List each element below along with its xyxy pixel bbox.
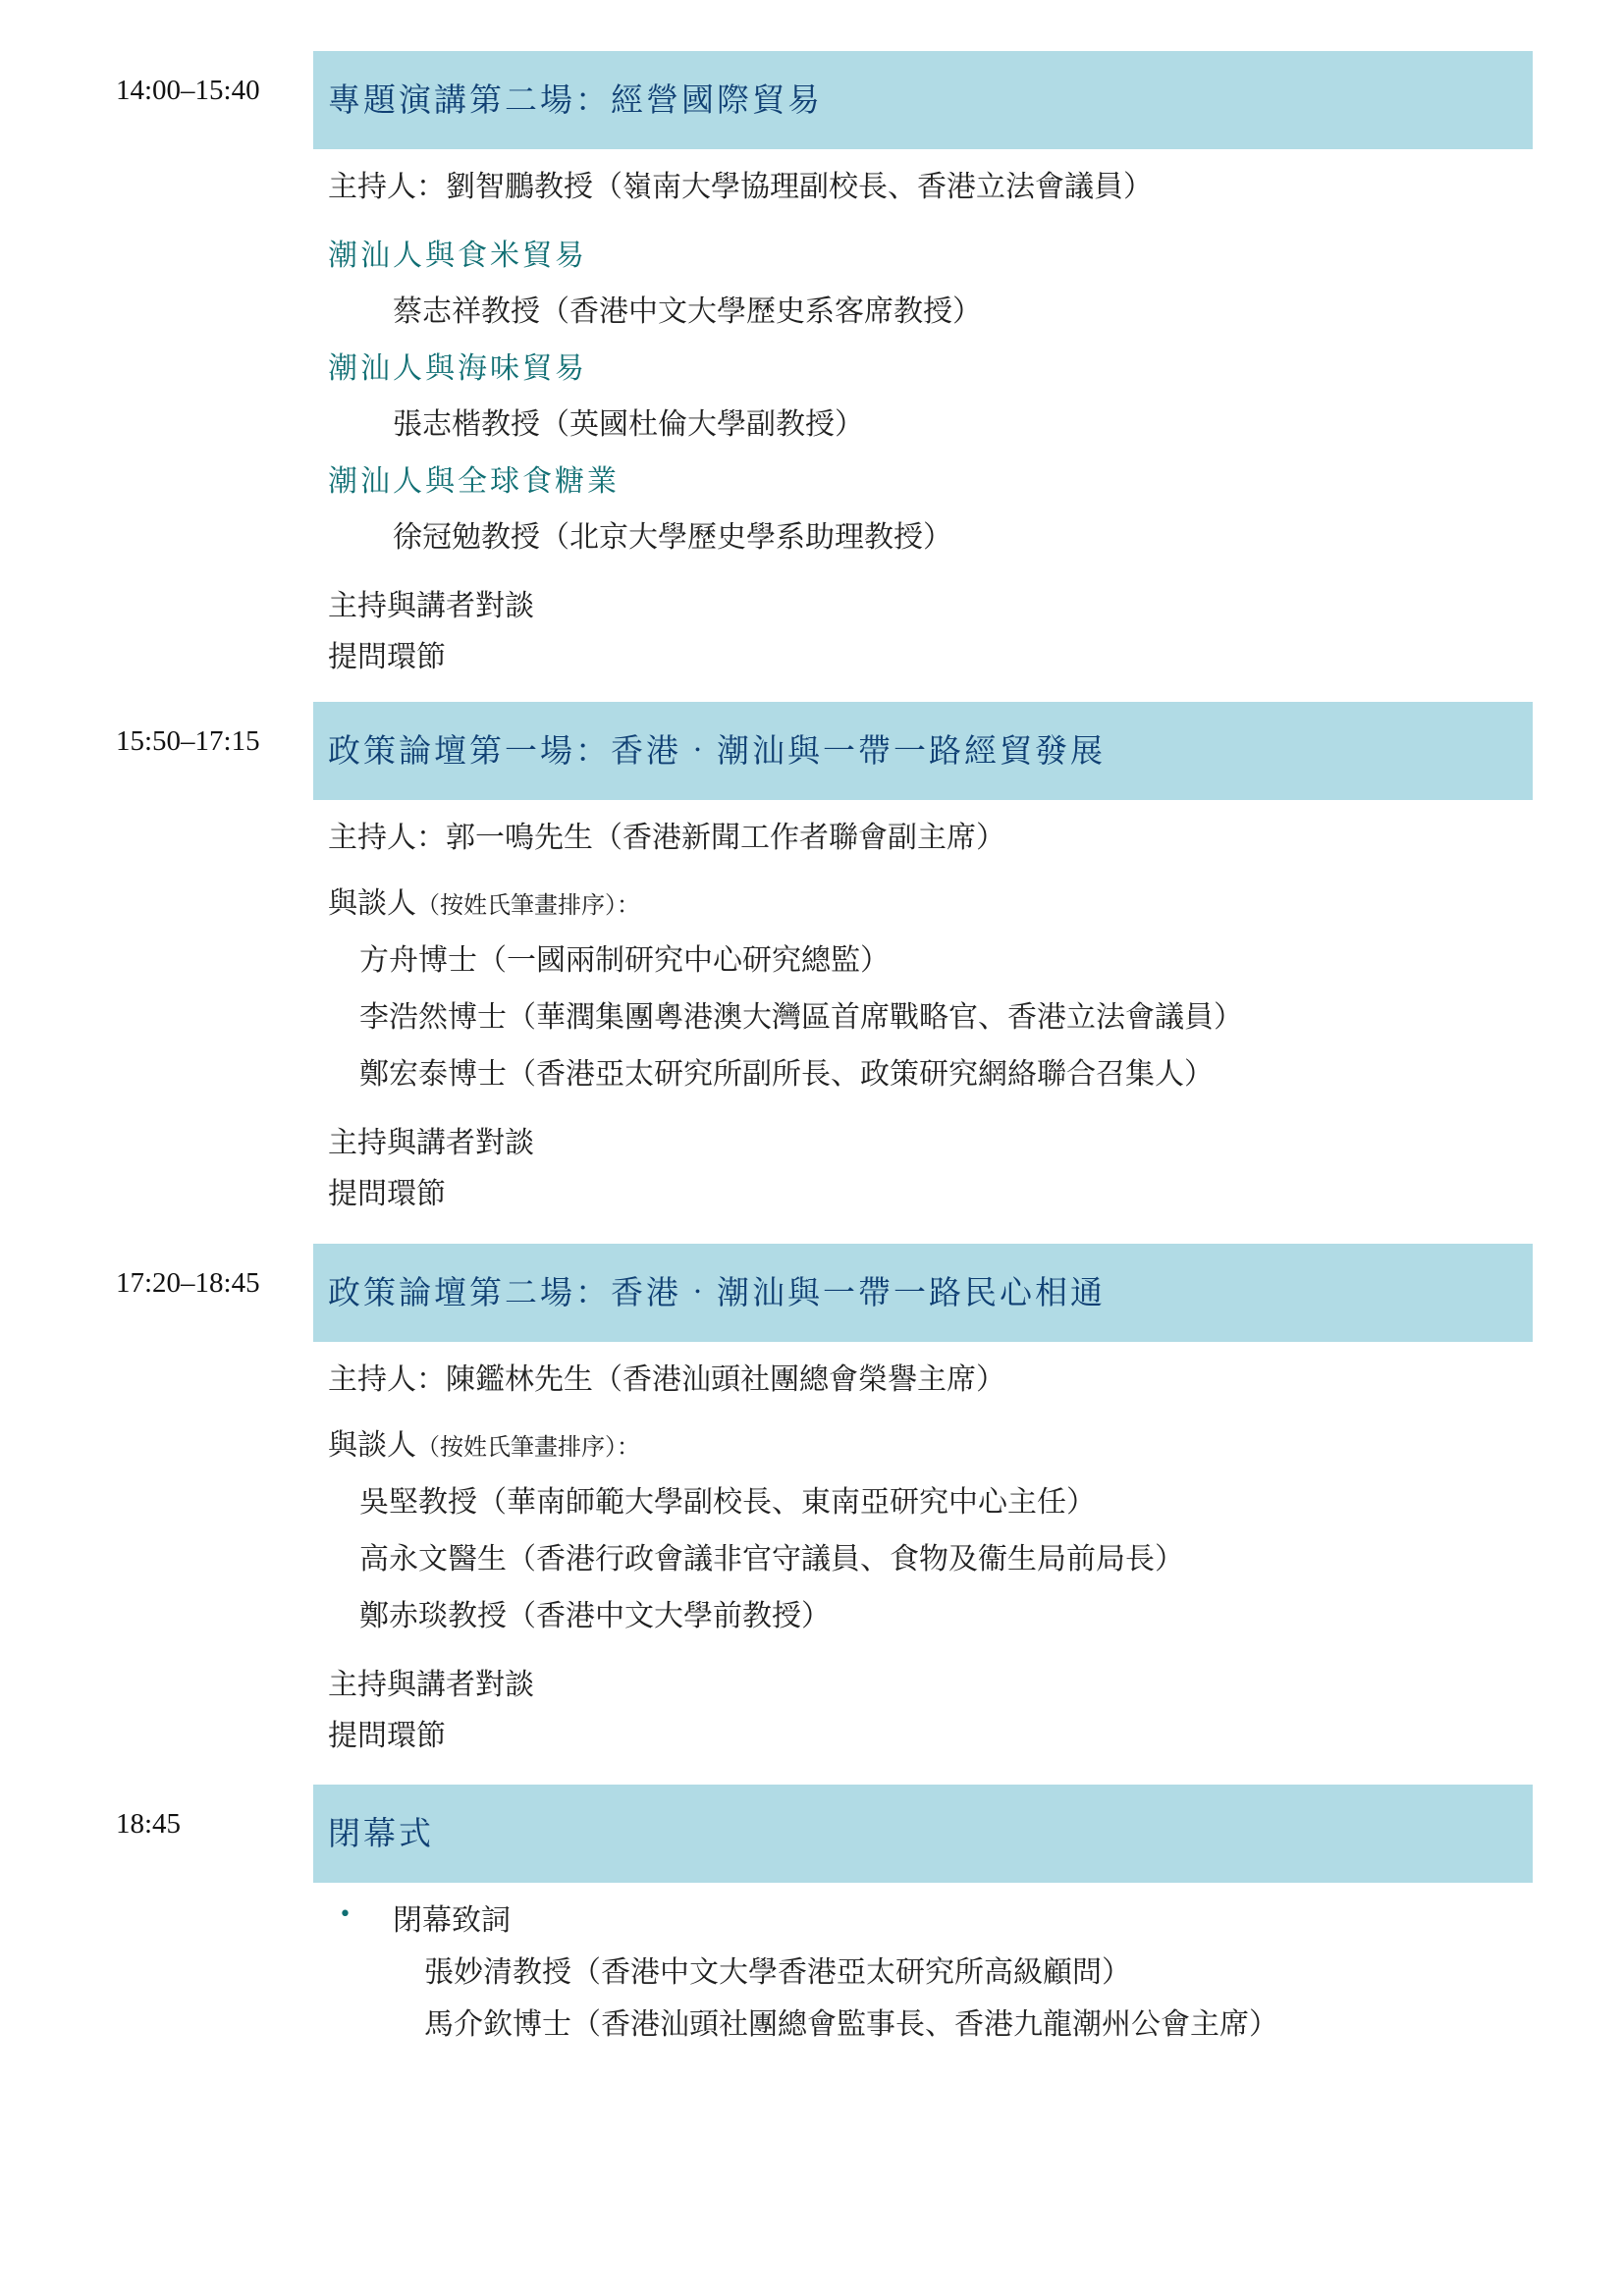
session-title: 閉幕式 [328,1814,434,1852]
panel-label: 與談人 [328,1428,416,1463]
talk-title: 潮汕人與全球食糖業 [328,464,620,499]
talk-speaker: 張志楷教授（英國杜倫大學副教授） [393,407,864,442]
qa-line: 提問環節 [328,640,446,674]
panelist: 吳堅教授（華南師範大學副校長、東南亞研究中心主任） [359,1485,1096,1520]
dialogue-line: 主持與講者對談 [328,1668,534,1702]
panel-note: （按姓氏筆畫排序）： [416,891,640,919]
qa-line: 提問環節 [328,1719,446,1753]
bullet-icon: • [339,1902,352,1927]
panelist: 鄭宏泰博士（香港亞太研究所副所長、政策研究網絡聯合召集人） [359,1057,1214,1092]
host-line: 主持人：郭一鳴先生（香港新聞工作者聯會副主席） [328,821,1005,855]
talk-speaker: 蔡志祥教授（香港中文大學歷史系客席教授） [393,294,982,329]
session-time: 15:50–17:15 [116,725,260,757]
closing-speaker: 張妙清教授（香港中文大學香港亞太研究所高級顧問） [424,1955,1131,1990]
panelist: 方舟博士（一國兩制研究中心研究總監） [359,943,890,978]
panelist: 鄭赤琰教授（香港中文大學前教授） [359,1599,831,1633]
panel-heading [328,1420,640,1464]
dialogue-line: 主持與講者對談 [328,589,534,623]
session-title: 政策論壇第一場：香港‧潮汕與一帶一路經貿發展 [328,731,1106,770]
host-line: 主持人：陳鑑林先生（香港汕頭社團總會榮譽主席） [328,1362,1005,1397]
panelist: 高永文醫生（香港行政會議非官守議員、食物及衞生局前局長） [359,1542,1184,1576]
panel-label: 與談人 [328,886,416,921]
talk-speaker: 徐冠勉教授（北京大學歷史學系助理教授） [393,520,952,555]
closing-speaker: 馬介欽博士（香港汕頭社團總會監事長、香港九龍潮州公會主席） [424,2007,1278,2042]
panel-heading [328,879,640,922]
session-title: 專題演講第二場：經營國際貿易 [328,80,823,119]
session-closing [0,1785,1624,2040]
session-time: 14:00–15:40 [116,75,260,106]
host-line: 主持人：劉智鵬教授（嶺南大學協理副校長、香港立法會議員） [328,170,1153,204]
dialogue-line: 主持與講者對談 [328,1126,534,1160]
session-3 [0,1244,1624,1774]
closing-item: 閉幕致詞 [393,1903,511,1938]
session-time: 18:45 [116,1808,182,1840]
session-header-bar [313,1785,1533,1883]
talk-title: 潮汕人與食米貿易 [328,239,587,273]
session-title: 政策論壇第二場：香港‧潮汕與一帶一路民心相通 [328,1273,1106,1311]
session-time: 17:20–18:45 [116,1267,260,1299]
panelist: 李浩然博士（華潤集團粵港澳大灣區首席戰略官、香港立法會議員） [359,1000,1243,1035]
session-2 [0,702,1624,1232]
panel-note: （按姓氏筆畫排序）： [416,1433,640,1461]
session-1 [0,51,1624,679]
qa-line: 提問環節 [328,1177,446,1211]
talk-title: 潮汕人與海味貿易 [328,351,587,386]
